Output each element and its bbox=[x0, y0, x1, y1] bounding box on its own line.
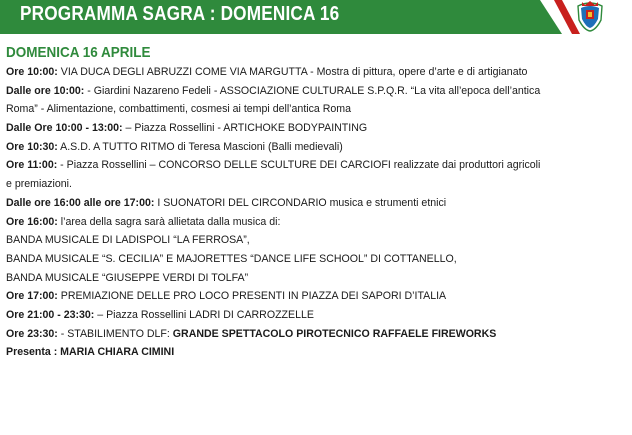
program-line bbox=[6, 119, 584, 138]
program-time: Ore 17:00: bbox=[6, 290, 58, 303]
program-description: - Giardini Nazareno Fedeli - ASSOCIAZIONE CULTURALE S.P.Q.R. “La vita all’epoca dell’antica bbox=[84, 84, 541, 97]
program-line bbox=[6, 269, 584, 288]
program-highlight: MARIA CHIARA CIMINI bbox=[60, 346, 175, 359]
program-description: BANDA MUSICALE “S. CECILIA” E MAJORETTES “DANCE LIFE SCHOOL” DI COTTANELLO, bbox=[6, 252, 457, 265]
program-line bbox=[6, 231, 584, 250]
program-description: BANDA MUSICALE DI LADISPOLI “LA FERROSA”, bbox=[6, 234, 250, 247]
program-time: Dalle Ore 10:00 - 13:00: bbox=[6, 122, 123, 135]
program-time: Ore 23:30: bbox=[6, 327, 58, 340]
program-highlight: GRANDE SPETTACOLO PIROTECNICO RAFFAELE FIREWORKS bbox=[172, 327, 497, 340]
program-time: Ore 10:30: bbox=[6, 140, 58, 153]
program-line bbox=[6, 138, 584, 157]
program-line bbox=[6, 325, 584, 344]
program-description: – Piazza Rossellini LADRI DI CARROZZELLE bbox=[94, 308, 314, 321]
program-line bbox=[6, 287, 584, 306]
program-description: PREMIAZIONE DELLE PRO LOCO PRESENTI IN PIAZZA DEI SAPORI D’ITALIA bbox=[57, 290, 447, 303]
coat-of-arms-icon bbox=[570, 0, 610, 32]
program-description: – Piazza Rossellini - ARTICHOKE BODYPAINTING bbox=[122, 122, 368, 135]
program-line bbox=[6, 156, 584, 175]
program-time: Ore 11:00: bbox=[6, 159, 58, 172]
program-description: l’area della sagra sarà allietata dalla musica di: bbox=[57, 215, 281, 228]
program-description: - STABILIMENTO DLF: bbox=[57, 327, 173, 340]
program-line bbox=[6, 100, 584, 119]
program-description: - Piazza Rossellini – CONCORSO DELLE SCULTURE DEI CARCIOFI realizzate dai produttori agricoli bbox=[57, 159, 541, 172]
program-line bbox=[6, 250, 584, 269]
program-time: Ore 16:00: bbox=[6, 215, 58, 228]
program-line bbox=[6, 63, 584, 82]
header-title: PROGRAMMA SAGRA : DOMENICA 16 bbox=[20, 3, 340, 25]
program-time: Ore 21:00 - 23:30: bbox=[6, 308, 95, 321]
program-description: I SUONATORI DEL CIRCONDARIO musica e strumenti etnici bbox=[154, 196, 447, 209]
program-description: Roma” - Alimentazione, combattimenti, cosmesi ai tempi dell’antica Roma bbox=[6, 103, 352, 116]
program-description: e premiazioni. bbox=[6, 178, 72, 191]
program-time: Presenta : bbox=[6, 346, 58, 359]
program-time: Dalle ore 10:00: bbox=[6, 84, 85, 97]
program-line bbox=[6, 175, 584, 194]
program-content bbox=[6, 42, 628, 362]
program-line bbox=[6, 194, 584, 213]
program-line bbox=[6, 82, 584, 101]
program-description: A.S.D. A TUTTO RITMO di Teresa Mascioni (Balli medievali) bbox=[57, 140, 343, 153]
header-banner bbox=[0, 0, 632, 34]
program-time: Ore 10:00: bbox=[6, 66, 58, 78]
program-description: BANDA MUSICALE “GIUSEPPE VERDI DI TOLFA” bbox=[6, 271, 249, 284]
program-line bbox=[6, 213, 584, 232]
program-line bbox=[6, 306, 584, 325]
program-line bbox=[6, 343, 584, 362]
program-time: Dalle ore 16:00 alle ore 17:00: bbox=[6, 196, 155, 209]
program-description: VIA DUCA DEGLI ABRUZZI COME VIA MARGUTTA - Mostra di pittura, opere d’arte e di artigianato bbox=[57, 66, 528, 78]
program-list bbox=[6, 63, 628, 362]
program-date: DOMENICA 16 APRILE bbox=[6, 44, 151, 61]
